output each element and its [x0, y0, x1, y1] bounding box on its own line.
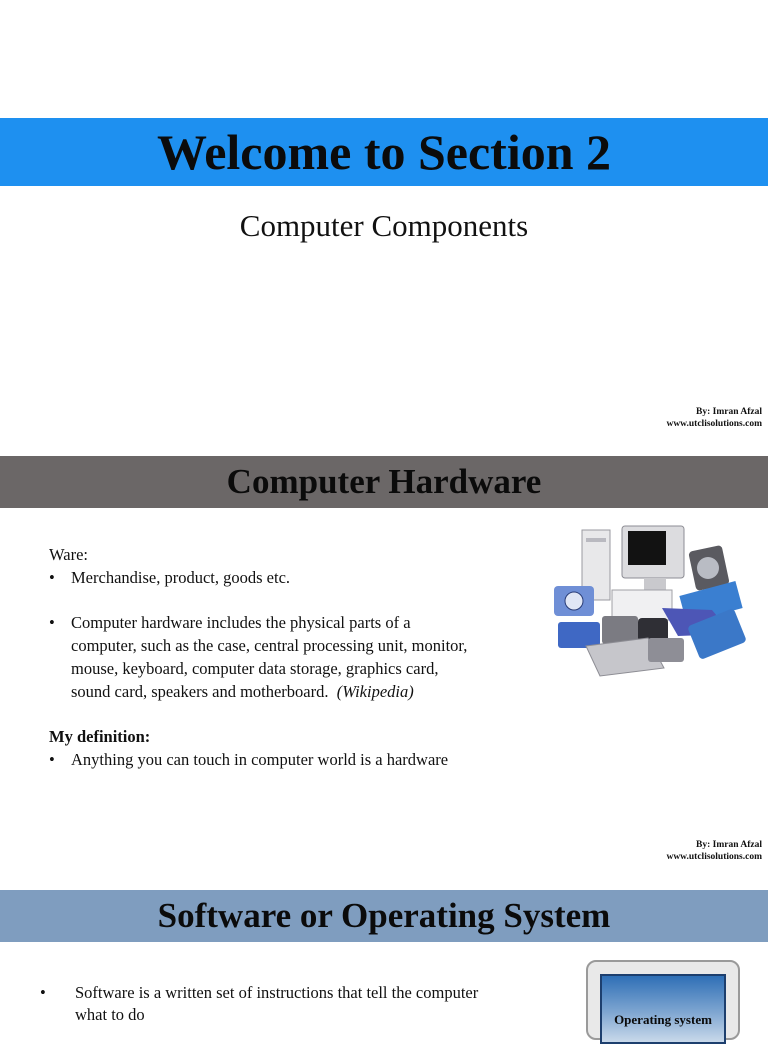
slide-software — [0, 888, 768, 1027]
bullet-line: • Computer hardware includes the physical parts of a — [71, 613, 411, 632]
slide-title: Software or Operating System — [157, 896, 611, 935]
computer-hardware-collage-icon — [552, 518, 752, 688]
ware-label: Ware: — [49, 545, 88, 564]
list-item: • Anything you can touch in computer world is a hardware — [49, 748, 529, 771]
list-item — [49, 611, 529, 703]
byline-author: By: Imran Afzal — [696, 407, 762, 417]
slide-title-banner — [0, 456, 768, 508]
page-gap — [0, 872, 768, 888]
list-item: • Merchandise, product, goods etc. — [49, 566, 529, 589]
byline — [666, 406, 762, 430]
bullet-line: mouse, keyboard, computer data storage, graphics card, — [71, 659, 439, 678]
list-item — [40, 982, 560, 1026]
byline-author: By: Imran Afzal — [696, 840, 762, 850]
bullet-line: • Software is a written set of instructions that tell the computer — [75, 983, 479, 1002]
os-window-screen — [600, 974, 726, 1044]
byline-site: www.utclisolutions.com — [666, 419, 762, 429]
bullet-line: sound card, speakers and motherboard. — [71, 682, 329, 701]
os-box-label: Operating system — [614, 1012, 712, 1027]
byline-site: www.utclisolutions.com — [666, 852, 762, 862]
slide-body — [49, 543, 529, 771]
operating-system-window-icon — [586, 960, 740, 1040]
slide-title: Welcome to Section 2 — [156, 124, 612, 180]
slide-subtitle: Computer Components — [239, 208, 529, 243]
slide-title: Computer Hardware — [226, 462, 542, 501]
bullet-line: computer, such as the case, central processing unit, monitor, — [71, 636, 468, 655]
definition-heading: My definition: — [49, 727, 151, 746]
page-gap — [0, 432, 768, 456]
slide-body — [40, 982, 560, 1026]
citation: (Wikipedia) — [336, 682, 414, 701]
byline — [666, 839, 762, 863]
slide-welcome — [0, 0, 768, 432]
slide-title-banner — [0, 118, 768, 186]
bullet-line: what to do — [75, 1005, 145, 1024]
slide-title-banner — [0, 890, 768, 942]
slide-hardware — [0, 456, 768, 872]
